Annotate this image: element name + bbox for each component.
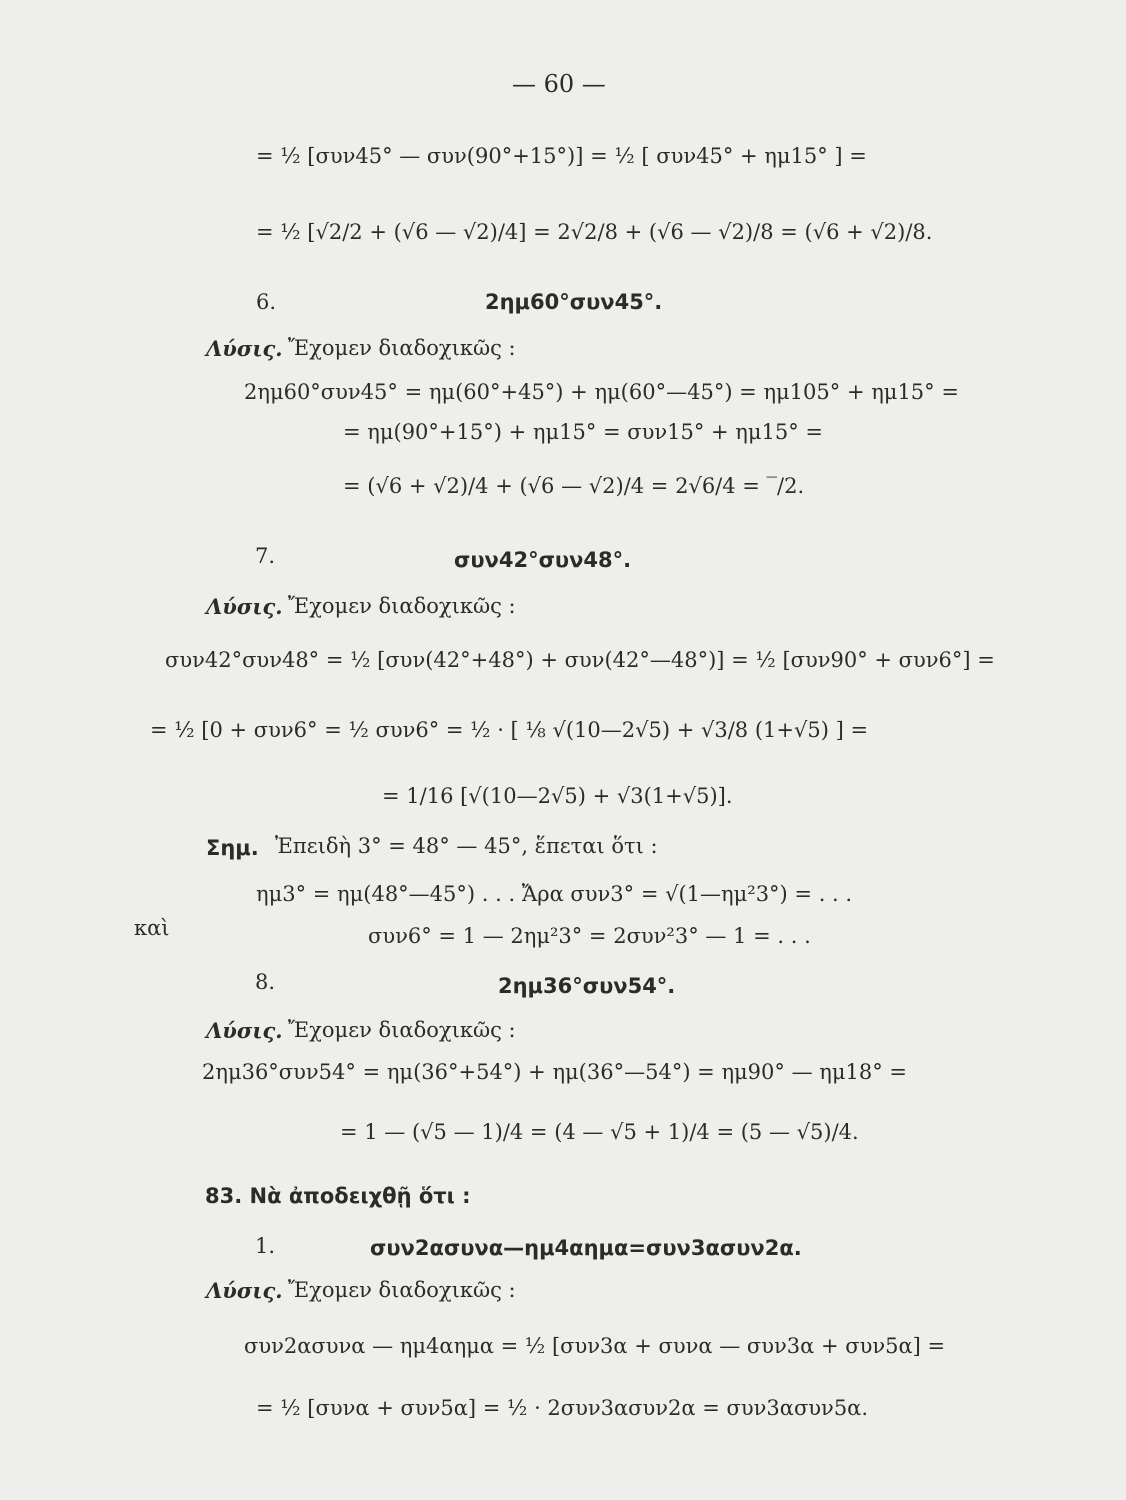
problem-number: 7. [255, 544, 276, 568]
solution-intro: Ἔχομεν διαδοχικῶς : [288, 594, 516, 618]
solution-intro: Ἔχομεν διαδοχικῶς : [288, 1018, 516, 1042]
equation-line: συν2ασυνα — ημ4αημα = ½ [συν3α + συνα — συν3α + συν5α] = [244, 1334, 946, 1358]
problem-title: συν2ασυνα—ημ4αημα=συν3ασυν2α. [370, 1236, 802, 1260]
solution-label: Λύσις. [206, 336, 283, 361]
equation-line: = ½ [συν45° — συν(90°+15°)] = ½ [ συν45° + ημ15° ] = [256, 144, 867, 168]
solution-intro: Ἔχομεν διαδοχικῶς : [288, 1278, 516, 1302]
problem-number: 8. [255, 970, 276, 994]
page-number: — 60 — [512, 70, 606, 98]
equation-line: = ½ [√2/2 + (√6 — √2)/4] = 2√2/8 + (√6 — √2)/8 = (√6 + √2)/8. [256, 220, 933, 244]
equation-line: = 1/16 [√(10—2√5) + √3(1+√5)]. [382, 784, 733, 808]
problem-number: 6. [256, 290, 277, 314]
note-text: Ἐπειδὴ 3° = 48° — 45°, ἕπεται ὅτι : [275, 834, 658, 858]
equation-line: = ½ [συνα + συν5α] = ½ · 2συν3ασυν2α = συν3ασυν5α. [256, 1396, 869, 1420]
problem-number: 1. [255, 1234, 276, 1258]
equation-line: = 1 — (√5 — 1)/4 = (4 — √5 + 1)/4 = (5 — √5)/4. [340, 1120, 859, 1144]
solution-label: Λύσις. [206, 594, 283, 619]
conjunction: καὶ [134, 916, 170, 940]
equation-line: = ημ(90°+15°) + ημ15° = συν15° + ημ15° = [343, 420, 824, 444]
equation-line: 2ημ60°συν45° = ημ(60°+45°) + ημ(60°—45°) = ημ105° + ημ15° = [244, 380, 959, 404]
problem-title: 2ημ36°συν54°. [498, 974, 676, 998]
problem-title: συν42°συν48°. [454, 548, 632, 572]
equation-line: = ½ [0 + συν6° = ½ συν6° = ½ · [ ⅛ √(10—2√5) + √3/8 (1+√5) ] = [150, 718, 869, 742]
solution-label: Λύσις. [206, 1018, 283, 1043]
equation-line: ημ3° = ημ(48°—45°) . . . Ἄρα συν3° = √(1—ημ²3°) = . . . [256, 882, 853, 906]
equation-line: συν6° = 1 — 2ημ²3° = 2συν²3° — 1 = . . . [368, 924, 811, 948]
equation-line: = (√6 + √2)/4 + (√6 — √2)/4 = 2√6/4 = ‾/2. [343, 474, 805, 498]
solution-intro: Ἔχομεν διαδοχικῶς : [288, 336, 516, 360]
solution-label: Λύσις. [206, 1278, 283, 1303]
equation-line: 2ημ36°συν54° = ημ(36°+54°) + ημ(36°—54°) = ημ90° — ημ18° = [202, 1060, 907, 1084]
section-heading: 83. Νὰ ἀποδειχθῇ ὅτι : [205, 1184, 471, 1208]
equation-line: συν42°συν48° = ½ [συν(42°+48°) + συν(42°—48°)] = ½ [συν90° + συν6°] = [165, 648, 995, 672]
note-label: Σημ. [206, 836, 259, 860]
problem-title: 2ημ60°συν45°. [485, 290, 663, 314]
